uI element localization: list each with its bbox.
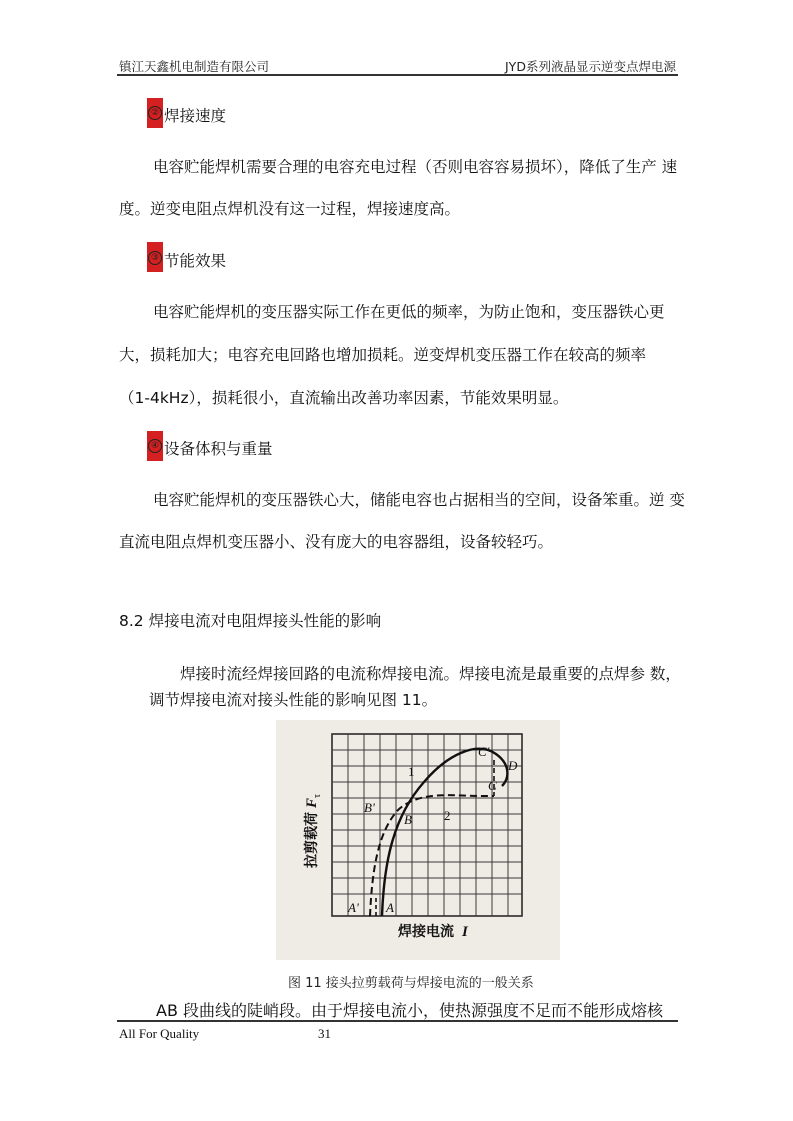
- curve-1-label: 1: [408, 764, 415, 779]
- paragraph-line: （1-4kHz），损耗很小，直流输出改善功率因素，节能效果明显。: [119, 389, 569, 407]
- page-number: 31: [318, 1026, 331, 1041]
- y-axis-symbol: F: [304, 797, 320, 808]
- footer-left: All For Quality: [119, 1026, 200, 1041]
- paragraph-line: 电容贮能焊机的变压器实际工作在更低的频率，为防止饱和，变压器铁心更: [153, 303, 665, 321]
- figure-11: [276, 720, 560, 960]
- paragraph-line: 电容贮能焊机的变压器铁心大，储能电容也占据相当的空间，设备笨重。逆 变: [153, 491, 685, 509]
- section-number: ②: [148, 106, 162, 120]
- section-heading: 设备体积与重量: [164, 440, 273, 458]
- figure-caption: 图 11 接头拉剪载荷与焊接电流的一般关系: [288, 976, 534, 991]
- section-number: ④: [148, 439, 162, 453]
- x-axis-symbol: I: [462, 924, 468, 940]
- figure-11-diagram: [276, 720, 560, 960]
- header-company: 镇江天鑫机电制造有限公司: [119, 59, 270, 74]
- section-title: 8.2 焊接电流对电阻焊接头性能的影响: [119, 612, 382, 630]
- y-axis-label-group: [303, 794, 323, 868]
- paragraph-line: 调节焊接电流对接头性能的影响见图 11。: [149, 691, 438, 709]
- paragraph-line: AB 段曲线的陡峭段。由于焊接电流小，使热源强度不足而不能形成熔核: [156, 1001, 664, 1020]
- curve-1: [382, 749, 507, 916]
- paragraph-line: 电容贮能焊机需要合理的电容充电过程（否则电容容易损坏），降低了生产 速: [153, 158, 678, 176]
- label-c-prime: C': [478, 744, 490, 759]
- label-a-prime: A': [348, 900, 359, 915]
- x-axis-label: 焊接电流: [398, 924, 454, 940]
- label-b-prime: B': [364, 800, 375, 815]
- paragraph-line: 度。逆变电阻点焊机没有这一过程，焊接速度高。: [119, 200, 461, 218]
- label-b: B: [404, 812, 412, 827]
- section-heading: 节能效果: [164, 252, 227, 270]
- paragraph-line: 大，损耗加大；电容充电回路也增加损耗。逆变焊机变压器工作在较高的频率: [119, 346, 647, 364]
- section-number: ③: [148, 251, 162, 265]
- label-c: C: [488, 778, 497, 793]
- header-rule: [117, 74, 678, 76]
- y-axis-subscript: τ: [312, 793, 323, 798]
- y-axis-label: 拉剪载荷: [304, 812, 320, 868]
- paragraph-line: 焊接时流经焊接回路的电流称焊接电流。焊接电流是最重要的点焊参 数，: [180, 665, 681, 683]
- label-d: D: [508, 758, 518, 773]
- header-product: JYD系列液晶显示逆变点焊电源: [505, 59, 676, 74]
- label-a: A: [386, 900, 394, 915]
- curve-2-label: 2: [444, 808, 451, 823]
- section-heading: 焊接速度: [164, 107, 227, 125]
- footer-rule: [117, 1020, 678, 1022]
- paragraph-line: 直流电阻点焊机变压器小、没有庞大的电容器组，设备较轻巧。: [119, 533, 554, 551]
